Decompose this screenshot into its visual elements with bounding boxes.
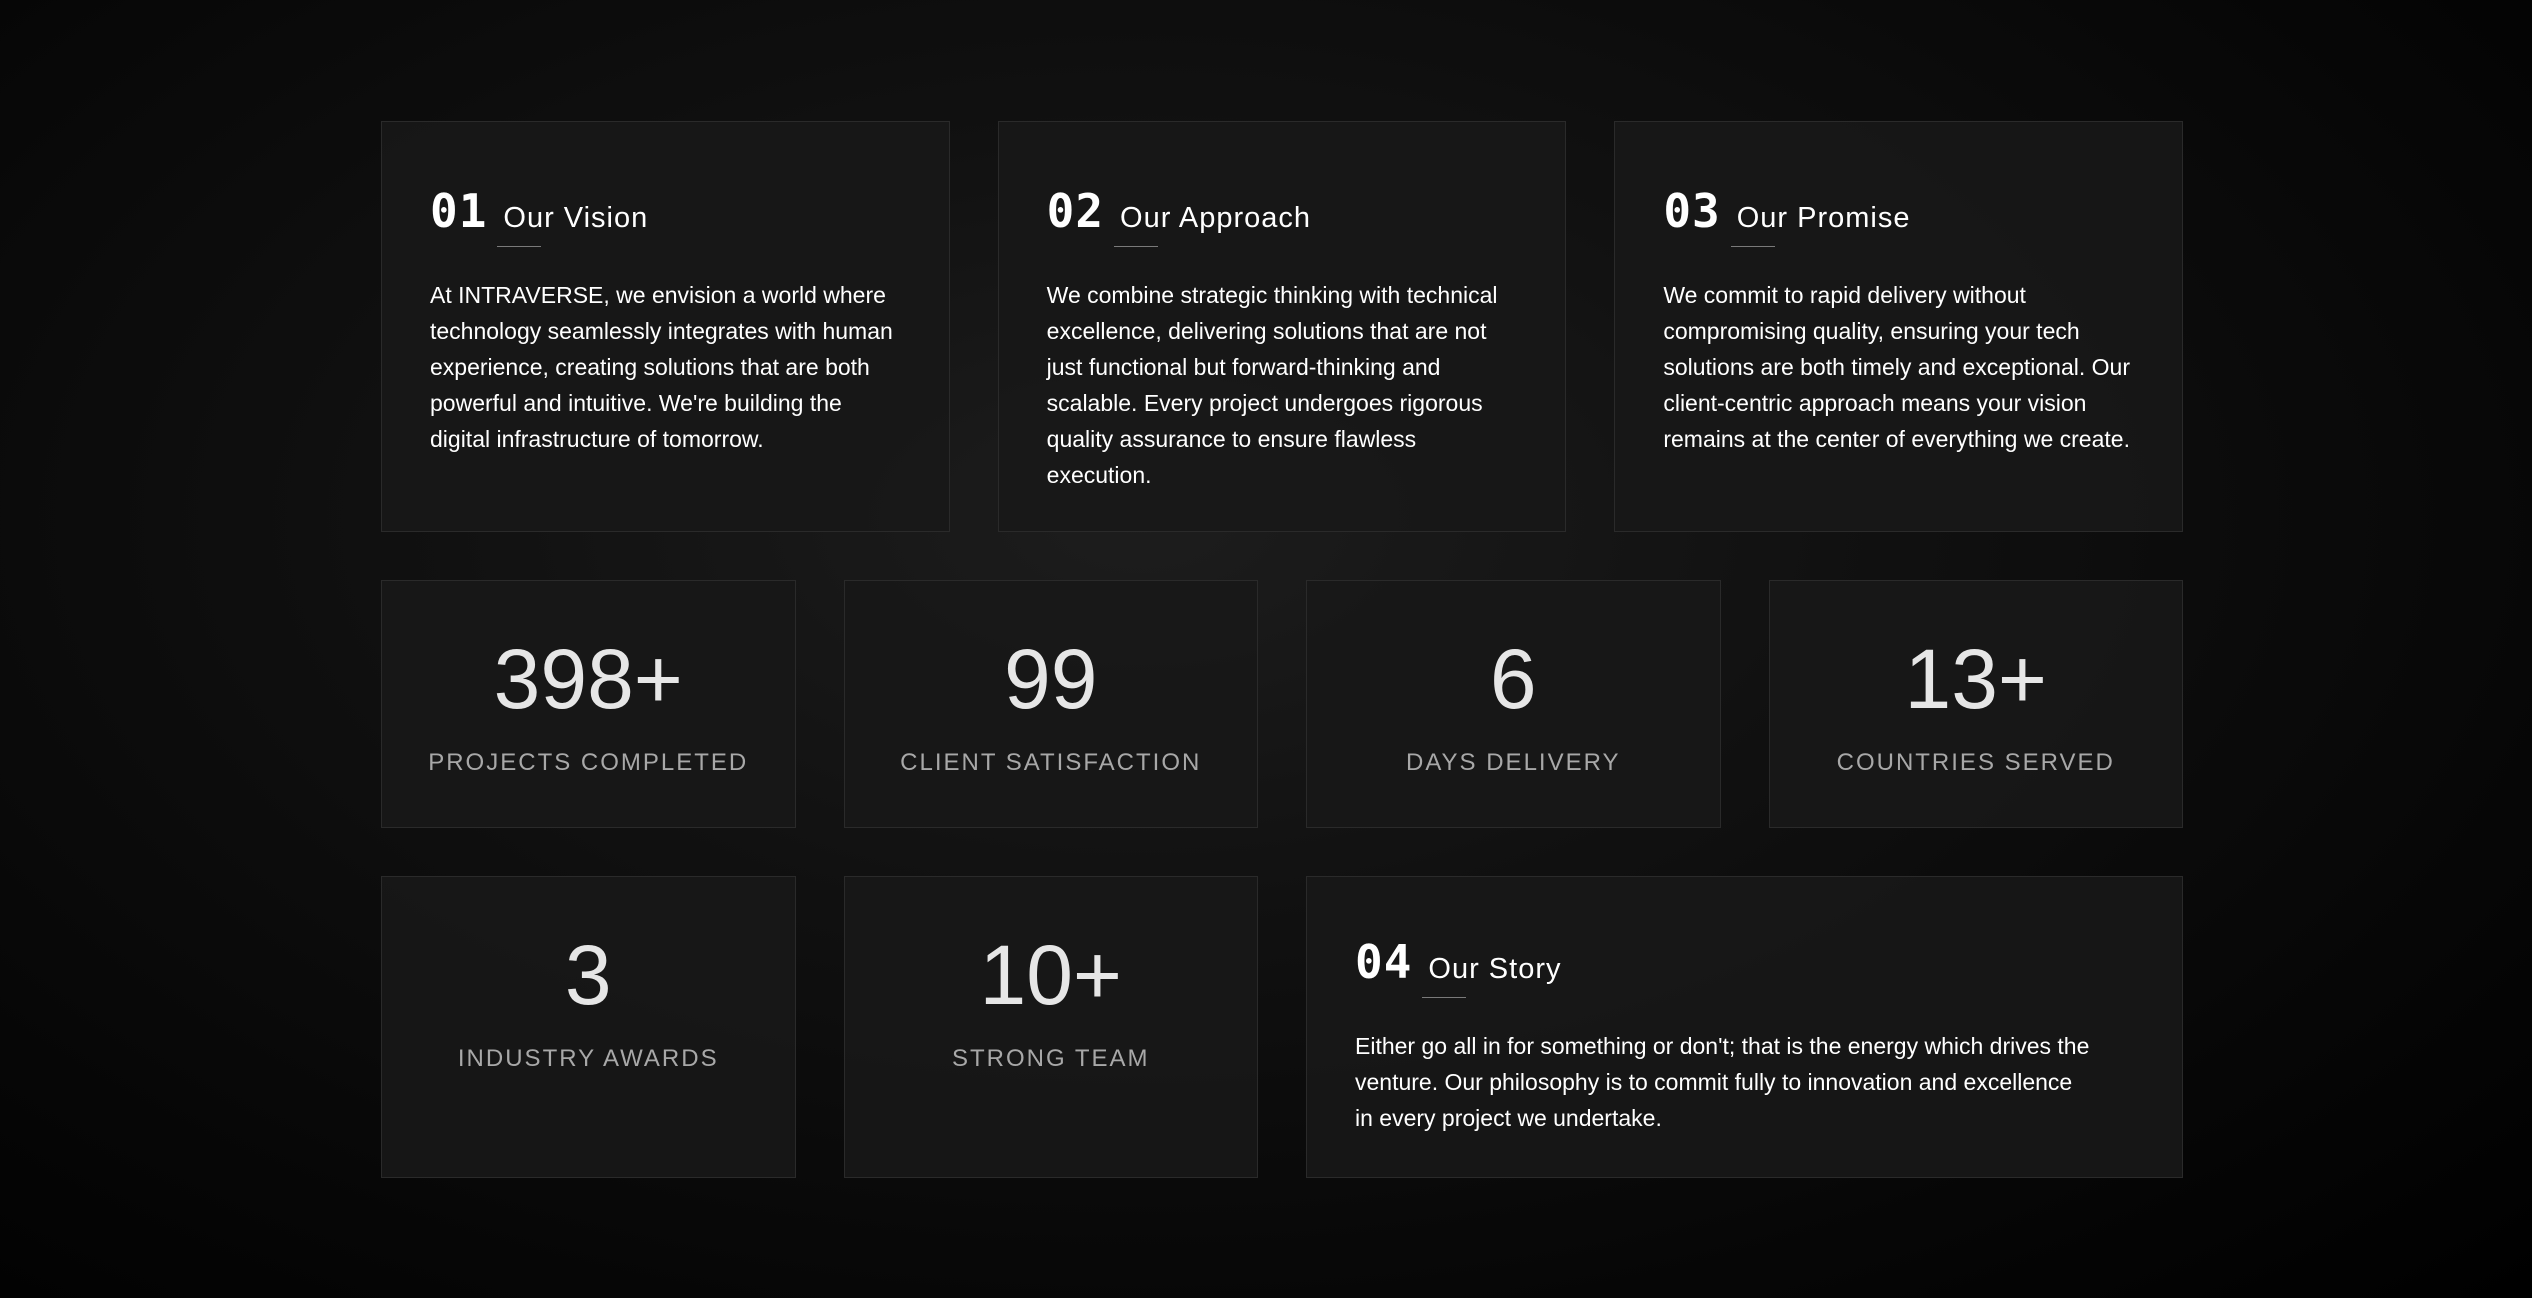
vision-card bbox=[381, 121, 950, 532]
stat-value: 10+ bbox=[979, 928, 1122, 1022]
stat-card-delivery bbox=[1306, 580, 1721, 828]
stat-label: INDUSTRY AWARDS bbox=[457, 1045, 719, 1072]
stat-card-countries bbox=[1769, 580, 2184, 828]
stat-label: CLIENT SATISFACTION bbox=[900, 749, 1202, 776]
card-number: 04 bbox=[1355, 935, 1413, 989]
stat-card-satisfaction bbox=[844, 580, 1259, 828]
card-body: At INTRAVERSE, we envision a world where technology seamlessly integrates with human experience, creating solutions that are both powerful and intuitive. We're building the digital infrastructure of tomorrow. bbox=[430, 282, 893, 452]
card-body: We commit to rapid delivery without compromising quality, ensuring your tech solutions are both timely and exceptional. Our client-centric approach means your vision remains at the center of everything we create. bbox=[1663, 282, 2130, 452]
stat-label: PROJECTS COMPLETED bbox=[428, 749, 749, 776]
card-number: 03 bbox=[1663, 184, 1721, 238]
stat-value: 398+ bbox=[493, 632, 683, 726]
card-title: Our Story bbox=[1428, 953, 1562, 985]
card-body: Either go all in for something or don't; that is the energy which drives the venture. Our philosophy is to commit fully to innovation and excellence in every project we undertake. bbox=[1355, 1033, 2090, 1131]
info-cards-row bbox=[381, 121, 2183, 532]
bottom-row bbox=[381, 876, 2183, 1178]
story-card bbox=[1306, 876, 2183, 1178]
stat-card-team bbox=[844, 876, 1259, 1178]
card-title: Our Promise bbox=[1736, 202, 1911, 234]
stat-value: 6 bbox=[1489, 632, 1537, 726]
approach-card bbox=[998, 121, 1567, 532]
stat-value: 99 bbox=[1004, 632, 1098, 726]
card-title: Our Vision bbox=[503, 202, 649, 234]
stat-label: DAYS DELIVERY bbox=[1405, 749, 1621, 776]
stat-label: COUNTRIES SERVED bbox=[1836, 749, 2115, 776]
stat-value: 13+ bbox=[1904, 632, 2047, 726]
stat-card-projects bbox=[381, 580, 796, 828]
stats-row bbox=[381, 580, 2183, 828]
card-number: 02 bbox=[1046, 184, 1105, 238]
card-title: Our Approach bbox=[1120, 202, 1311, 234]
stat-card-awards bbox=[381, 876, 796, 1178]
stat-label: STRONG TEAM bbox=[951, 1045, 1150, 1072]
stat-value: 3 bbox=[564, 928, 612, 1022]
promise-card bbox=[1614, 121, 2183, 532]
card-number: 01 bbox=[430, 184, 488, 238]
card-body: We combine strategic thinking with technical excellence, delivering solutions that are not just functional but forward-thinking and scalable. Every project undergoes rigorous quality assurance to ensure flawless execution. bbox=[1046, 282, 1498, 488]
